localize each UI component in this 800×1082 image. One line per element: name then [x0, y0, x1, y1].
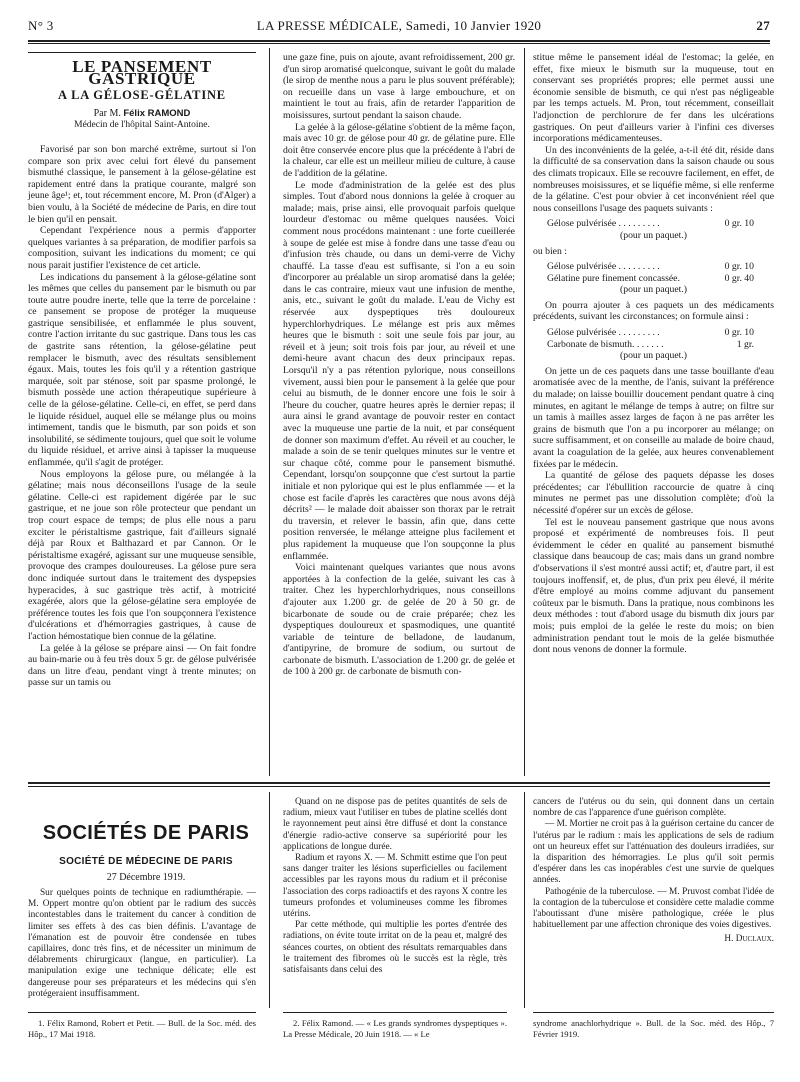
- article-author: [28, 108, 256, 120]
- author-affiliation: Médecin de l'hôpital Saint-Antoine.: [74, 120, 210, 131]
- societes-column-1: [28, 888, 256, 1000]
- author-prefix: Par M.: [93, 107, 121, 119]
- paragraph: Sur quelques points de technique en radiumthérapie. — M. Oppert montre qu'on obtient par le radium des succès incontestables dans le traitement du cancer à condition de limiter ses effets à des cas bien définis. L'avantage de l'émanation est de pouvoir être condensée en tubes capillaires, donc très fins, et de nécessiter un minimum de délabrements chirurgicaux (langue, en particulier). La manipulation exige une technique délicate; elle est dangereuse pour ses préparateurs et les médecins qui s'en protégeraient insuffisamment.: [28, 888, 256, 999]
- running-header: [28, 14, 770, 38]
- paragraph: cancers de l'utérus ou du sein, qui donnent dans un certain nombre de cas l'apparence d'une guérison complète.: [533, 797, 774, 819]
- societes-column-2: [283, 797, 507, 976]
- author-name: Félix RAMOND: [123, 107, 191, 119]
- formula-dose: 0 gr. 10: [724, 327, 754, 339]
- formula-ingredient: Gélose pulvérisée . . . . . . . . .: [547, 327, 660, 339]
- article-subtitle: A LA GÉLOSE-GÉLATINE: [58, 88, 226, 103]
- paragraph: La gelée à la gélose-gélatine s'obtient de la même façon, mais avec 10 gr. de gélose pour 40 gr. de gélatine pure. Elle doit être conservée encore plus que la précédente à l'abri de la chaleur, car elle est un meilleur milieu de culture, à cause de l'addition de la gélatine.: [283, 121, 515, 179]
- paragraph: Cependant l'expérience nous a permis d'apporter quelques variantes à sa préparation, de modifier parfois sa composition, suivant les indications du moment; ce qui nous parait justifier l'existence de cet article.: [28, 225, 256, 271]
- paragraph: Les indications du pansement à la gélose-gélatine sont les mêmes que celles du pansement par le bismuth ou par toute autre poudre inerte, telle que la terre de porcelaine : ce pansement se propose de protéger la muqueuse gastrique sensibilisée, et enflammée le plus souvent, contre l'action irritante du suc gastrique. Dans tous les cas de gastrite sans rétention, la gélose-gélatine peut remplacer le bismuth, avec des résultats sensiblement égaux. Mais, toutes les fois qu'il y a rétention gastrique marquée, soit par sténose, soit par spasme prolongé, le bismuth possède une action thérapeutique supérieure à celle de la gélose-gélatine. Celle-ci, en effet, se perd dans le liquide résiduel, auquel elle se mélange plus ou moins intimement, tandis que le bismuth, par son poids et son insolubilité, se sédimente toujours, quel que soit le volume du liquide résiduel, et arrive ainsi à tapisser la muqueuse enflammée, qu'il s'agit de protéger.: [28, 271, 256, 468]
- paragraph: une gaze fine, puis on ajoute, avant refroidissement, 200 gr. d'un sirop aromatisé quelconque, suivant le goût du malade (le sirop de menthe nous a paru le plus souvent préférable); on recueille dans un vase à large embouchure, et on maintient le tout au frais, afin de retarder l'apparition de moisissures, surtout pendant la saison chaude.: [283, 52, 515, 121]
- footnote-rule: [28, 1012, 256, 1013]
- formula-dose: 0 gr. 10: [724, 261, 754, 273]
- section-rule-thin: [28, 786, 770, 787]
- article-column-2: [283, 52, 515, 678]
- footnote-1: [28, 1018, 256, 1039]
- paragraph: Radium et rayons X. — M. Schmitt estime que l'on peut sans danger traiter les lésions superficielles ou facilement accessibles par les rayons mous du radium et il préconise l'association des corps radioactifs et des rayons X contre les tumeurs profondes et volumineuses comme les fibromes utérins.: [283, 853, 507, 920]
- paragraph: Favorisé par son bon marché extrême, surtout si l'on compare son prix avec celui fort élevé du pansement bismuthé classique, le pansement à la gélose-gélatine est rapidement entré dans la pratique courante, malgré son jeune âge¹; et, tout récemment encore, M. Pron (d'Alger) a bien voulu, à la Société de médecine de Paris, en dire tout le bien qu'il en pensait.: [28, 143, 256, 225]
- title-rule: [28, 52, 256, 53]
- society-name: SOCIÉTÉ DE MÉDECINE DE PARIS: [59, 856, 233, 867]
- formula-1: [533, 218, 774, 241]
- paragraph: La quantité de gélose des paquets dépasse les doses précédentes; car l'ébullition raccourcie de quatre à cinq minutes ne permet pas une dissolution complète; d'où la nécessité d'opérer sur un excès de gélose.: [533, 470, 774, 516]
- paragraph: Nous employons la gélose pure, ou mélangée à la gélatine; mais nous déconseillons l'usage de la seule gélatine. Celle-ci est rapidement digérée par le suc gastrique, et ne joue son rôle protecteur que pendant un trop court espace de temps; de plus elle nous a paru exciter le péristaltisme gastrique, fait d'ailleurs signalé déjà par Roux et Balthazard et par Cannon. Or le péristaltisme exagéré, agissant sur une muqueuse sensible, provoque des crampes douloureuses. La gélose pure sera donc indiquée surtout dans le traitement des dyspepsies hyperacides, à suc gastrique très actif, à motricité exagérée, alors que la gélose-gélatine sera employée de préférence toutes les fois que l'on soupçonnera l'existence d'ulcérations et d'hémorragies gastriques, à cause de l'action hémostatique bien connue de la gélatine.: [28, 468, 256, 642]
- formula-dose: 0 gr. 10: [724, 218, 754, 230]
- or-label: ou bien :: [533, 245, 567, 257]
- issue-number: N° 3: [28, 18, 54, 33]
- paragraph: Pathogénie de la tuberculose. — M. Pruvost combat l'idée de la contagion de la tuberculose et considère cette maladie comme l'aboutissant d'une misère pathologique, créée le plus habituellement par une affection chronique des voies digestives.: [533, 886, 774, 931]
- footnote-text: syndrome anachlorhydrique ». Bull. de la Soc. méd. des Hôp., 7 Février 1919.: [533, 1018, 774, 1039]
- article-column-1: [28, 52, 256, 689]
- article-column-3: [533, 52, 774, 656]
- formula-2: [533, 261, 774, 296]
- formula-3: [533, 327, 774, 362]
- paragraph: Voici maintenant quelques variantes que nous avons apportées à la confection de la gelée, suivant les cas à traiter. Chez les hyperchlorhydriques, nous conseillons d'ajouter aux 1.200 gr. de gelée de 20 à 50 gr. de bicarbonate de soude ou de craie préparée; chez les dyspeptiques douloureux et spasmodiques, une quantité variable de teinture de belladone, de laudanum, d'antipyrine, de bromure de sodium, ou surtout de carbonate de bismuth. L'association de 1.200 gr. de gelée et de 100 à 200 gr. de carbonate de bismuth con-: [283, 562, 515, 678]
- paragraph: — M. Mortier ne croit pas à la guérison certaine du cancer de l'utérus par le radium : mais les applications de sels de radium ont un heureux effet sur l'atténuation des douleurs irradiées, sur la disparition des hémorragies. Le plus qu'il soit permis d'espérer dans les cas inopérables c'est une survie de quelques années.: [533, 819, 774, 886]
- footnote-text: 2. Félix Ramond. — « Les grands syndromes dyspeptiques ». La Presse Médicale, 20 Juin 1918. — « Le: [283, 1018, 507, 1039]
- paragraph: Un des inconvénients de la gelée, a-t-il été dit, réside dans la difficulté de sa conservation dans la saison chaude ou sous des climats tropicaux. Elle se recouvre facilement, en effet, de nombreuses moisissures, et se liquéfie même, si elle renferme de la gélatine. C'est pour obvier à cet inconvénient réel que nous conseillons l'usage des paquets suivants :: [533, 144, 774, 214]
- column-divider: [524, 792, 525, 1008]
- paragraph: Quand on ne dispose pas de petites quantités de sels de radium, mieux vaut l'utiliser en tubes de platine scellés dont le rayonnement peut ainsi être diffusé et dont la constance d'énergie radio-active conserve sa supériorité pour les applications de longue durée.: [283, 797, 507, 852]
- header-rule: [28, 40, 770, 42]
- column-divider: [269, 48, 270, 776]
- footnote-2: [283, 1018, 507, 1039]
- formula-dose: 0 gr. 40: [724, 272, 754, 284]
- formula-ingredient: Gélatine pure finement concassée.: [547, 272, 680, 284]
- column-divider: [524, 48, 525, 776]
- page-number: 27: [756, 18, 770, 33]
- paragraph: La gelée à la gélose se prépare ainsi — On fait fondre au bain-marie ou à feu très doux 5 gr. de gélose pulvérisée dans un litre d'eau, pendant vingt à trente minutes; on passe sur un tamis ou: [28, 642, 256, 689]
- header-rule-thin: [28, 43, 770, 44]
- formula-ingredient: Gélose pulvérisée . . . . . . . . .: [547, 218, 660, 230]
- section-title: SOCIÉTÉS DE PARIS: [42, 822, 250, 844]
- formula-note: (pour un paquet.): [620, 350, 687, 362]
- article-title: LE PANSEMENT GASTRIQUE: [72, 57, 212, 88]
- footnote-rule: [283, 1012, 507, 1013]
- column-divider: [269, 792, 270, 1008]
- meeting-date: 27 Décembre 1919.: [106, 872, 186, 883]
- footnote-text: 1. Félix Ramond, Robert et Petit. — Bull. de la Soc. méd. des Hôp., 17 Mai 1918.: [28, 1018, 256, 1039]
- paragraph: On jette un de ces paquets dans une tasse bouillante d'eau aromatisée avec de la menthe, de l'anis, suivant la préférence du malade; on laisse bouillir doucement pendant quatre à cinq minutes, en agitant le mélange de temps à autre; on filtre sur un tamis à mailles assez larges de façon à ne pas arrêter les grains de bismuth que l'on a pu incorporer au mélange; on sucre suffisamment, et on conseille au malade de boire chaud, avant la coagulation de la gelée, aux heures convenablement fixées par le médecin.: [533, 365, 774, 470]
- section-rule: [28, 782, 770, 784]
- paragraph: Par cette méthode, qui multiplie les portes d'entrée des radiations, on évite toute irritat on de la peau et, malgré des séances courtes, on obtient des résultats remarquables dans le traitement des fibromes où le succès est la règle, très satisfaisants dans celui des: [283, 920, 507, 976]
- societes-column-3: [533, 797, 774, 946]
- formula-dose: 1 gr.: [736, 338, 754, 350]
- paragraph: Tel est le nouveau pansement gastrique que nous avons proposé et expérimenté de nombreuses fois. Il peut évidemment le céder en qualité au pansement bismuthé classique dans beaucoup de cas; mais dans un grand nombre d'observations il s'est montré aussi actif; et, d'autre part, il est toujours inoffensif, et, de plus, d'un prix peu élevé, il mérite d'être employé au moins comme adjuvant du pansement coûteux par le bismuth. Dans la pratique, nous combinons les deux méthodes : tout d'abord usage du bismuth dix jours par mois; puis emploi de la gelée le reste du mois; on bien administration pendant tout le mois de la gelée bismuthée dont nous venons de donner la formule.: [533, 516, 774, 656]
- footnote-rule: [533, 1012, 774, 1013]
- journal-title: LA PRESSE MÉDICALE, Samedi, 10 Janvier 1920: [256, 18, 542, 33]
- signature: H. Duclaux.: [724, 934, 774, 945]
- paragraph: stitue même le pansement idéal de l'estomac; la gelée, en effet, fixe mieux le bismuth sur la muqueuse, tout en conservant ses propriétés propres; elle permet aussi une économie sensible de bismuth, ce qui n'est pas négligeable par les temps actuels. M. Pron, tout récemment, conseillait l'adjonction de perchlorure de fer dans les ulcérations gastriques. On peut d'ailleurs varier à l'infini ces diverses incorporations médicamenteuses.: [533, 52, 774, 145]
- footnote-2-cont: [533, 1018, 774, 1039]
- formula-note: (pour un paquet.): [620, 284, 687, 296]
- formula-ingredient: Gélose pulvérisée . . . . . . . . .: [547, 261, 660, 273]
- paragraph: Le mode d'administration de la gelée est des plus simples. Tout d'abord nous donnions la gelée à croquer au malade; mais, prise ainsi, elle provoquait parfois quelque lourdeur d'estomac ou même quelques nausées. Voici comment nous procédons maintenant : une forte cueillerée à soupe de gelée est mise à fondre dans une tasse d'eau ou d'infusion très chaude, ou dans un demi-verre de Vichy chauffé. La tasse d'eau est suffisante, si l'on a eu soin d'incorporer au préalable un sirop aromatisé dans la gelée; dans le cas contraire, mieux vaut une infusion de menthe, anis, etc., suivant le goût du malade. L'eau de Vichy est réservée aux dyspeptiques très douloureux hyperchlorhydriques. Le mélange est pris aux mêmes heures que le bismuth : soit une seule fois par jour, au réveil et à jeun; soit trois fois par jour, au réveil et une demi-heure avant chacun des deux principaux repas. Lorsqu'il n'y a pas rétention pylorique, nous conseillons vivement, aussi bien pour le pansement à la gelée que pour celui au bismuth, de le donner encore une fois le soir à l'heure du coucher, quatre heures après le dernier repas; il aura ainsi le grand avantage de pouvoir rester en contact avec la muqueuse une partie de la nuit, et par conséquent de donner son maximum d'effet. Au réveil et au coucher, le malade a soin de se tenir quelques minutes sur le ventre et sur chaque côté, comme pour le pansement bismuthé. Cependant, lorsqu'on soupçonne que c'est surtout la partie initiale et non pylorique qui est le plus enflammée — et la chose est facile d'après les caractères que nous avons déjà décrits² — le malade doit abaisser son thorax par le retrait du traversin, et relever le bassin, afin que, dans cette position renversée, le mélange atteigne plus facilement et plus rapidement la muqueuse que l'on soupçonne la plus enflammée.: [283, 179, 515, 562]
- formula-ingredient: Carbonate de bismuth. . . . . . .: [547, 338, 664, 350]
- formula-note: (pour un paquet.): [620, 229, 687, 241]
- paragraph: On pourra ajouter à ces paquets un des médicaments précédents, suivant les circonstances; on formule ainsi :: [533, 299, 774, 323]
